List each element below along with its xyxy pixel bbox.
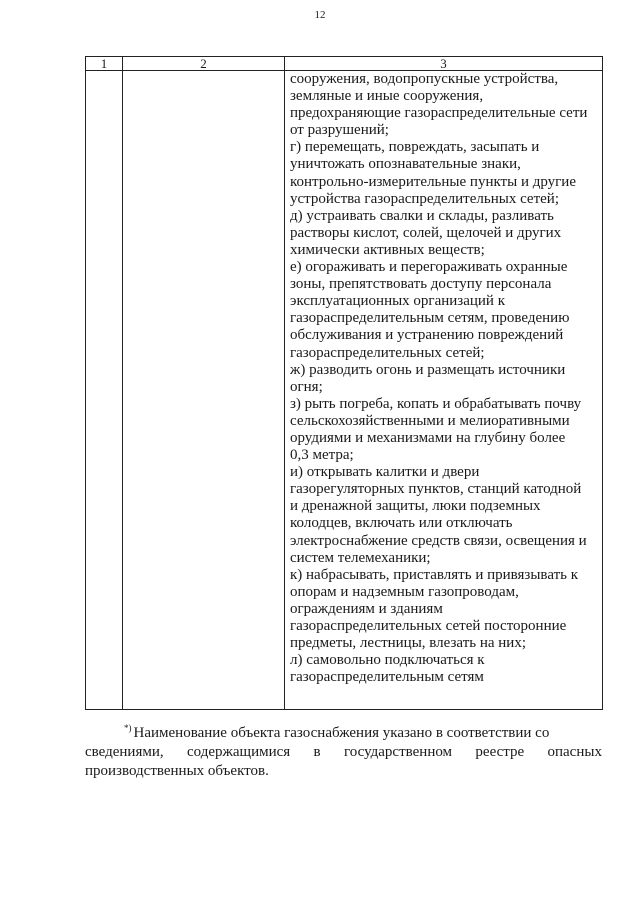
text-line: систем телемеханики;: [290, 549, 431, 566]
text-line: и дренажной защиты, люки подземных: [290, 498, 541, 515]
text-line: от разрушений;: [290, 122, 389, 139]
cell-col-2: [123, 71, 285, 710]
header-col-2: 2: [123, 57, 285, 71]
footnote-word: государственном: [343, 744, 453, 760]
text-line: з) рыть погреба, копать и обрабатывать почву: [290, 395, 582, 412]
text-line: ограждениям и зданиям: [290, 600, 443, 617]
page-number: 12: [314, 9, 326, 21]
text-line: и) открывать калитки и двери: [290, 464, 480, 481]
text-line: газораспределительным сетям: [290, 669, 484, 686]
footnote-word: в: [313, 744, 321, 760]
text-line: к) набрасывать, приставлять и привязывать к: [290, 566, 579, 583]
footnote-line-3: производственных объектов.: [85, 763, 269, 779]
document-table: [85, 56, 603, 710]
footnote-word: сведениями,: [85, 744, 164, 760]
text-line: растворы кислот, солей, щелочей и других: [290, 224, 562, 241]
text-line: д) устраивать свалки и склады, разливать: [290, 207, 554, 224]
text-line: опорам и надземным газопроводам,: [290, 583, 519, 600]
footnote-word: реестре: [475, 744, 525, 760]
text-line: газораспределительных сетей посторонние: [290, 618, 567, 634]
text-line: контрольно-измерительные пункты и другие: [290, 173, 576, 190]
text-line: обслуживания и устранению повреждений: [290, 327, 564, 344]
text-line: зоны, препятствовать доступу персонала: [290, 276, 552, 293]
text-line: е) огораживать и перегораживать охранные: [290, 259, 568, 276]
text-line: ж) разводить огонь и размещать источники: [290, 361, 566, 378]
header-col-1: 1: [86, 57, 123, 71]
text-line: огня;: [290, 378, 323, 395]
footnote-marker: *): [124, 723, 132, 733]
text-line: устройства газораспределительных сетей;: [290, 190, 559, 207]
text-line: электроснабжение средств связи, освещения и: [290, 532, 587, 549]
cell-col-1: [86, 71, 123, 710]
footnote-text: Наименование объекта газоснабжения указано в соответствии со: [133, 725, 550, 741]
footnote-word: содержащимися: [186, 744, 291, 760]
text-line: газораспределительным сетям, проведению: [290, 310, 570, 327]
text-line: предметы, лестницы, влезать на них;: [290, 635, 527, 652]
text-line: уничтожать опознавательные знаки,: [290, 156, 521, 173]
table-row: [86, 71, 603, 710]
text-line: земляные и иные сооружения,: [290, 88, 484, 105]
text-line: газорегуляторных пунктов, станций катодной: [290, 481, 582, 498]
footnote-line-2: [85, 743, 602, 762]
cell-col-3: [285, 71, 603, 710]
text-line: сооружения, водопропускные устройства,: [290, 71, 559, 87]
text-line: химически активных веществ;: [290, 241, 485, 258]
text-line: колодцев, включать или отключать: [290, 515, 513, 532]
text-line: орудиями и механизмами на глубину более: [290, 429, 566, 446]
text-line: л) самовольно подключаться к: [290, 652, 485, 669]
header-col-3: 3: [285, 57, 603, 71]
footnote-word: опасных: [547, 744, 602, 760]
footnote-line-1: [85, 719, 602, 743]
text-line: газораспределительных сетей;: [290, 344, 485, 361]
table-header-row: [86, 57, 603, 71]
text-line: предохраняющие газораспределительные сети: [290, 105, 588, 122]
text-line: сельскохозяйственными и мелиоративными: [290, 412, 570, 429]
footnote: [85, 719, 602, 781]
text-line: г) перемещать, повреждать, засыпать и: [290, 139, 540, 156]
text-line: эксплуатационных организаций к: [290, 293, 505, 310]
text-line: 0,3 метра;: [290, 447, 354, 464]
